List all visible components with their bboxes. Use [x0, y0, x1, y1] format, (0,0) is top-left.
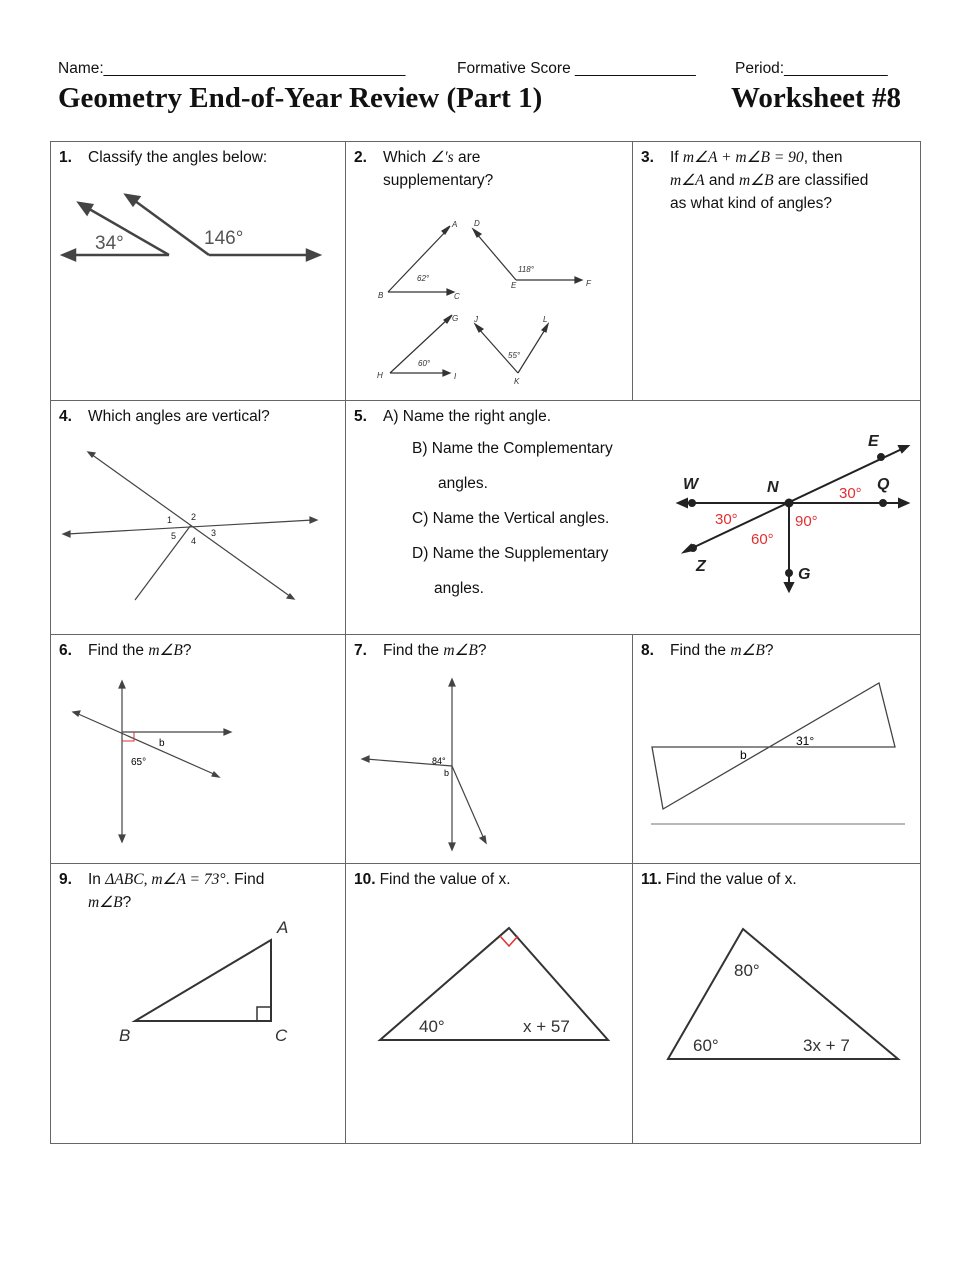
question-4: [51, 401, 346, 635]
point-label: A: [452, 220, 458, 229]
triangle-11: [633, 864, 921, 1144]
score-label: Formative Score: [457, 60, 571, 77]
question-10: [346, 864, 633, 1144]
question-text: Find the value of x.: [379, 871, 511, 888]
angle-label-60: 60°: [418, 359, 431, 368]
angle-label-31: 31°: [796, 734, 815, 748]
point-label: E: [511, 281, 517, 290]
vertical-angles-figure: [51, 401, 346, 635]
question-7-prompt: 7. Find the m∠B?: [354, 639, 487, 662]
question-1: [51, 142, 346, 401]
question-number: 10.: [354, 871, 376, 888]
point-label: C: [454, 292, 460, 301]
score-field[interactable]: [457, 60, 696, 78]
point-label: K: [514, 377, 520, 386]
angle-diagram-5: [346, 401, 921, 635]
angle-label-60: 60°: [693, 1036, 719, 1055]
question-5: 5. A) Name the right angle. B) Name the Complementary angles. C) Name the Vertical angles. D) Name the Supplementary angles. E W N Q Z G 30° 30° 90° 60°: [346, 401, 921, 635]
angle-label-x-plus-57: x + 57: [523, 1017, 570, 1036]
question-number: 2.: [354, 149, 367, 166]
point-label: B: [378, 291, 384, 300]
angle-label-65: 65°: [131, 757, 147, 768]
point-label: I: [454, 372, 457, 381]
question-number: 5.: [354, 408, 367, 425]
figure-6: [51, 635, 346, 864]
angle-label-4: 4: [191, 536, 197, 546]
question-number: 7.: [354, 642, 367, 659]
angle-label-55: 55°: [508, 351, 521, 360]
name-label: Name:: [58, 60, 104, 77]
point-label: D: [474, 219, 480, 228]
angle-label-b: b: [444, 768, 450, 778]
page-title: Geometry End-of-Year Review (Part 1): [58, 82, 543, 114]
part-c: C) Name the Vertical angles.: [412, 510, 610, 527]
vertex-label-B: B: [119, 1026, 131, 1045]
question-9: [51, 864, 346, 1144]
angle-label-3x-plus-7: 3x + 7: [803, 1036, 850, 1055]
question-2-prompt: 2. Which ∠′s are supplementary?: [354, 146, 493, 192]
supplementary-figures: [346, 142, 633, 401]
angle-label-b: b: [740, 748, 747, 762]
angle-label-1: 1: [167, 515, 173, 525]
period-label: Period:: [735, 60, 785, 77]
point-label-N: N: [767, 479, 779, 496]
question-text: Which angles are vertical?: [88, 408, 270, 425]
angle-figures: [51, 142, 346, 401]
question-grid: [50, 141, 921, 1144]
point-label-W: W: [683, 476, 699, 493]
question-text: Find the value of x.: [665, 871, 797, 888]
angle-label-118: 118°: [518, 265, 534, 274]
angle-label-60: 60°: [751, 531, 774, 548]
question-number: 8.: [641, 642, 654, 659]
question-6: [51, 635, 346, 864]
point-label-Q: Q: [877, 476, 890, 493]
angle-label-b: b: [159, 738, 165, 749]
point-label: H: [377, 371, 383, 380]
question-3-prompt: 3. If m∠A + m∠B = 90, then m∠A and m∠B are classified as what kind of angles?: [641, 146, 868, 215]
name-blank[interactable]: ___________________________________: [103, 60, 406, 77]
question-number: 3.: [641, 149, 654, 166]
angle-label-3: 3: [211, 528, 217, 538]
figure-7: [346, 635, 633, 864]
part-d: D) Name the Supplementary: [412, 545, 609, 562]
angle-label-90: 90°: [795, 513, 818, 530]
point-label: L: [543, 315, 548, 324]
part-b: B) Name the Complementary: [412, 440, 613, 457]
vertex-label-C: C: [275, 1026, 288, 1045]
point-label: J: [474, 315, 478, 324]
part-a: A) Name the right angle.: [383, 408, 552, 425]
point-label-G: G: [798, 566, 811, 583]
worksheet-number: Worksheet #8: [731, 82, 901, 114]
point-label: G: [452, 314, 459, 323]
question-number: 4.: [59, 408, 72, 425]
angle-label-80: 80°: [734, 961, 760, 980]
name-field[interactable]: [58, 60, 405, 78]
question-number: 11.: [641, 871, 662, 888]
question-11: [633, 864, 921, 1144]
figure-8: [633, 635, 921, 864]
angle-label-146: 146°: [204, 228, 244, 249]
question-number: 9.: [59, 871, 72, 888]
angle-label-30-top: 30°: [839, 485, 862, 502]
question-8-prompt: 8. Find the m∠B?: [641, 639, 774, 662]
angle-label-34: 34°: [95, 233, 124, 254]
period-field[interactable]: [735, 60, 888, 78]
question-9-prompt: 9. In ΔABC, m∠A = 73°. Find m∠B?: [59, 868, 264, 914]
angle-label-62: 62°: [417, 274, 430, 283]
question-3: [633, 142, 921, 401]
vertex-label-A: A: [277, 918, 289, 937]
point-label-Z: Z: [696, 558, 706, 575]
angle-label-30-left: 30°: [715, 511, 738, 528]
score-blank[interactable]: ______________: [575, 60, 696, 77]
point-label: F: [586, 279, 591, 288]
point-label-E: E: [868, 433, 879, 450]
question-number: 6.: [59, 642, 72, 659]
triangle-10: [346, 864, 633, 1144]
period-blank[interactable]: ____________: [784, 60, 888, 77]
question-number: 1.: [59, 149, 72, 166]
question-7: [346, 635, 633, 864]
angle-label-5: 5: [171, 531, 177, 541]
angle-label-2: 2: [191, 512, 197, 522]
angle-label-40: 40°: [419, 1017, 445, 1036]
question-text: Classify the angles below:: [88, 149, 268, 166]
question-2: [346, 142, 633, 401]
question-6-prompt: 6. Find the m∠B?: [59, 639, 192, 662]
triangle-9: [51, 864, 346, 1144]
angle-label-84: 84°: [432, 756, 446, 766]
question-8: [633, 635, 921, 864]
